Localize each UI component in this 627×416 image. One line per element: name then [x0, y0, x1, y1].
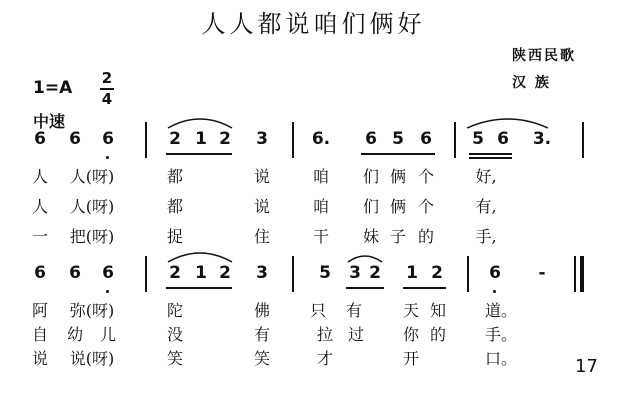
note: 5	[319, 263, 331, 283]
note: 2	[369, 263, 381, 283]
lyric: 你	[402, 325, 420, 344]
lyric: 有	[345, 301, 363, 320]
lyric: 手,	[475, 227, 497, 246]
note: 2	[169, 129, 181, 149]
note: 5	[392, 129, 404, 149]
lyric: 住	[253, 227, 271, 246]
sustain-dash: -	[538, 263, 546, 283]
time-signature	[100, 70, 114, 108]
lyric: 阿	[31, 301, 49, 320]
note: 6	[34, 129, 46, 149]
lyric: 妹	[362, 227, 380, 246]
song-title: 人人都说咱们俩好	[201, 10, 426, 38]
lyric: 说	[31, 349, 49, 368]
note: 6	[489, 263, 501, 283]
barline	[145, 122, 147, 158]
note: 6	[365, 129, 377, 149]
note: 3.	[532, 129, 552, 149]
lyric: 人(呀)	[69, 197, 115, 216]
slur	[467, 119, 548, 128]
beam-underline	[361, 153, 435, 155]
low-octave-dot	[106, 290, 109, 293]
tempo-marking: 中速	[33, 112, 66, 131]
lyric: 笑	[166, 349, 184, 368]
slur	[168, 119, 232, 128]
beam-underline	[346, 287, 384, 289]
lyric: 有,	[475, 197, 497, 216]
note: 6	[34, 263, 46, 283]
lyric: 知	[429, 301, 447, 320]
lyric: 拉	[316, 325, 334, 344]
note: 2	[219, 263, 231, 283]
lyric: 都	[166, 197, 184, 216]
lyric: 自	[31, 325, 49, 344]
lyric: 没	[166, 325, 184, 344]
lyric: 道。	[484, 301, 518, 320]
final-barline-thin	[574, 256, 576, 292]
note: 6.	[311, 129, 331, 149]
lyric: 干	[312, 227, 330, 246]
lyric: 口。	[484, 349, 518, 368]
low-octave-dot	[106, 156, 109, 159]
key-signature: 1=A	[33, 78, 73, 98]
lyric: 天	[402, 301, 420, 320]
lyric: 咱	[312, 167, 330, 186]
barline	[145, 256, 147, 292]
note: 6	[497, 129, 509, 149]
lyric: 俩	[389, 197, 407, 216]
lyric: 人	[31, 167, 49, 186]
lyric: 人	[31, 197, 49, 216]
lyric: 说(呀)	[69, 349, 115, 368]
lyric: 们	[362, 197, 380, 216]
barline	[454, 122, 456, 158]
lyric: 把(呀)	[69, 227, 115, 246]
note: 1	[195, 129, 207, 149]
slur	[348, 256, 382, 262]
note: 5	[472, 129, 484, 149]
note: 2	[431, 263, 443, 283]
lyric: 只	[309, 301, 327, 320]
beam-underline	[469, 157, 512, 159]
note: 6	[420, 129, 432, 149]
note: 2	[219, 129, 231, 149]
lyric: 捉	[166, 227, 184, 246]
note: 6	[69, 129, 81, 149]
barline	[292, 122, 294, 158]
note: 3	[349, 263, 361, 283]
lyric: 才	[316, 349, 334, 368]
lyric: 子	[389, 227, 407, 246]
lyric: 都	[166, 167, 184, 186]
barline	[292, 256, 294, 292]
lyric: 俩	[389, 167, 407, 186]
beam-underline	[469, 153, 512, 155]
lyric: 一	[31, 227, 49, 246]
lyric: 佛	[253, 301, 271, 320]
lyric: 说	[253, 167, 271, 186]
time-signature-bottom: 4	[101, 90, 113, 108]
note: 3	[256, 129, 268, 149]
note: 2	[169, 263, 181, 283]
lyric: 过	[347, 325, 365, 344]
lyric: 开	[402, 349, 420, 368]
lyric: 个	[417, 167, 435, 186]
lyric: 陀	[166, 301, 184, 320]
lyric: 个	[417, 197, 435, 216]
lyric: 的	[429, 325, 447, 344]
lyric: 的	[417, 227, 435, 246]
lyric: 儿	[99, 325, 117, 344]
lyric: 幼	[66, 325, 84, 344]
note: 1	[195, 263, 207, 283]
lyric: 咱	[312, 197, 330, 216]
lyric: 好,	[475, 167, 497, 186]
ethnicity-label: 汉 族	[512, 75, 551, 91]
lyric: 们	[362, 167, 380, 186]
note: 3	[256, 263, 268, 283]
note: 6	[102, 263, 114, 283]
beam-underline	[403, 287, 446, 289]
barline	[467, 256, 469, 292]
lyric: 有	[253, 325, 271, 344]
origin-label: 陕西民歌	[512, 48, 576, 64]
barline	[582, 122, 584, 158]
note: 6	[69, 263, 81, 283]
lyric: 笑	[253, 349, 271, 368]
lyric: 手。	[484, 325, 518, 344]
low-octave-dot	[493, 290, 496, 293]
beam-underline	[166, 153, 232, 155]
note: 1	[406, 263, 418, 283]
slur	[168, 253, 232, 262]
page-number: 17	[575, 356, 598, 377]
note: 6	[102, 129, 114, 149]
lyric: 人(呀)	[69, 167, 115, 186]
time-signature-top: 2	[101, 69, 113, 87]
lyric: 弥(呀)	[69, 301, 115, 320]
lyric: 说	[253, 197, 271, 216]
beam-underline	[166, 287, 232, 289]
final-barline-thick	[580, 256, 584, 292]
